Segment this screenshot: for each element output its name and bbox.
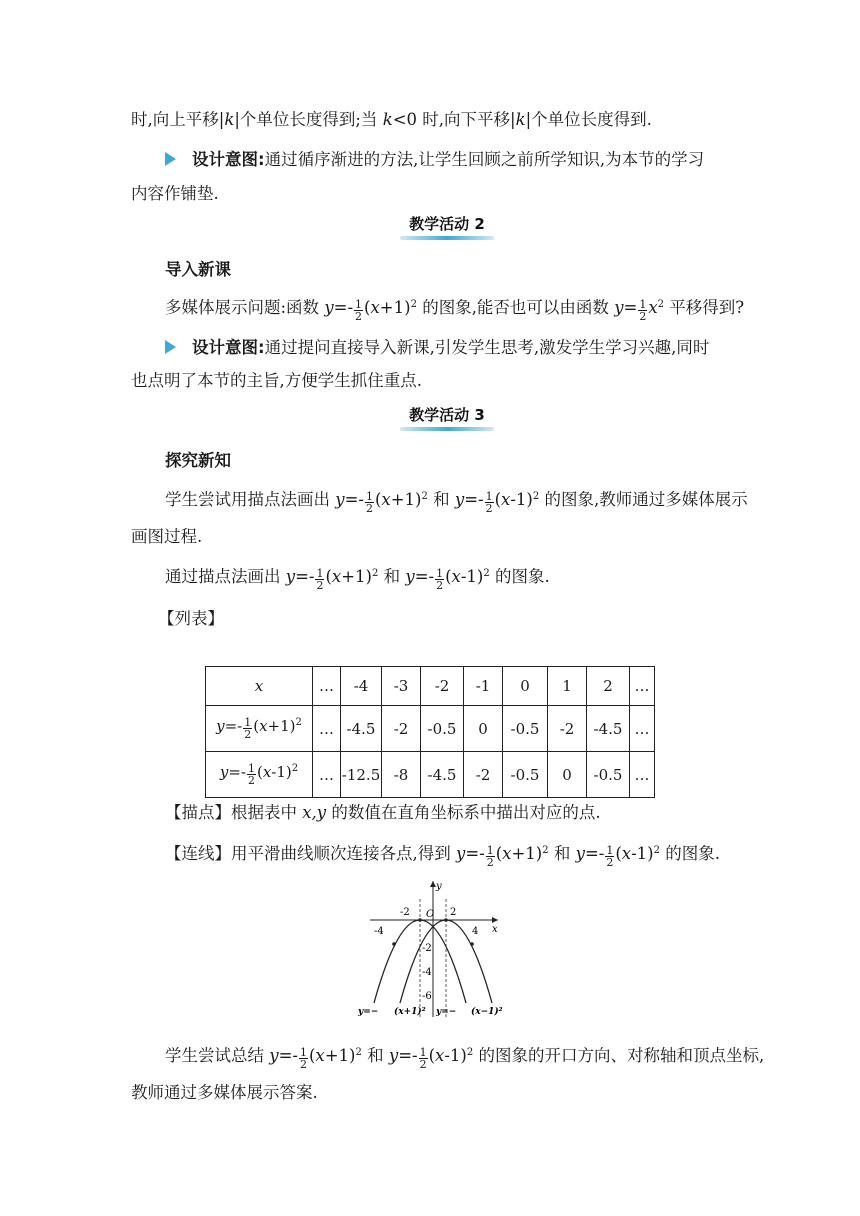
triangle-bullet-icon [165, 152, 176, 166]
table-row: x … -4 -3 -2 -1 0 1 2 … [206, 667, 655, 706]
table-row: y=- $\frac{1}{2}$ $(x+1)^2$ … -4.5 -2 -0.5 0 -0.5 -2 -4.5 … [206, 706, 655, 752]
curve-label-right: y=− [436, 1007, 457, 1017]
plot-point [392, 942, 396, 946]
design-intent-1: 设计意图:通过循序渐进的方法,让学生回顾之前所学知识,为本节的学习 [165, 148, 704, 172]
tick-label: -2 [400, 907, 410, 918]
heading-underline [400, 236, 494, 240]
section-title-import: 导入新课 [165, 260, 231, 279]
summary-paragraph: 学生尝试总结 y=- $\frac{1}{2}$ $(x+1)^2$ 和 y=- $\frac{1}{2}$ $(x-1)^2$ 的图象的开口方向、对称轴和顶点坐标, [165, 1046, 765, 1071]
origin-label: O [426, 909, 435, 920]
explore-paragraph: 学生尝试用描点法画出 y=- $\frac{1}{2}$ $(x+1)^2$ 和 y=- $\frac{1}{2}$ $(x-1)^2$ 的图象,教师通过多媒体展示 [165, 490, 748, 515]
explore-draw: 通过描点法画出 y=- $\frac{1}{2}$ $(x+1)^2$ 和 y=- $\frac{1}{2}$ $(x-1)^2$ 的图象. [165, 567, 550, 592]
summary-paragraph-cont: 教师通过多媒体展示答案. [131, 1083, 318, 1102]
list-label: 【列表】 [158, 609, 224, 628]
plot-point [418, 918, 422, 922]
x-axis-label: x [492, 924, 498, 935]
curve-label-left: y=− [358, 1007, 379, 1017]
section-title-explore: 探究新知 [165, 451, 231, 470]
design-intent-2: 设计意图:通过提问直接导入新课,引发学生思考,激发学生学习兴趣,同时 [165, 336, 709, 360]
design-intent-2-cont: 也点明了本节的主旨,方便学生抓住重点. [131, 371, 422, 390]
explore-paragraph-cont: 画图过程. [131, 527, 203, 546]
paragraph-line-1: 时,向上平移|k|个单位长度得到;当 k<0 时,向下平移|k|个单位长度得到. [131, 110, 652, 129]
plot-points-line: 【描点】根据表中 x,y 的数值在直角坐标系中描出对应的点. [165, 803, 601, 822]
activity-heading-3: 教学活动 3 [400, 403, 494, 429]
curve-label-left-tail: (x+1)² [394, 1007, 426, 1017]
triangle-bullet-icon [165, 340, 176, 354]
row-formula: y=- $\frac{1}{2}$ $(x+1)^2$ [206, 706, 313, 752]
connect-line: 【连线】用平滑曲线顺次连接各点,得到 y=- $\frac{1}{2}$ $(x+1)^2$ 和 y=- $\frac{1}{2}$ $(x-1)^2$ 的图象. [165, 844, 720, 869]
tick-label: 4 [472, 926, 479, 937]
tick-label: -4 [374, 926, 384, 937]
import-question: 多媒体展示问题:函数 y=- $\frac{1}{2}$ $(x+1)^2$ 的图象,能否也可以由函数 y= $\frac{1}{2}$ $x^2$ 平移得到? [165, 298, 745, 323]
parabola-graph [358, 877, 508, 1022]
value-table [205, 666, 655, 798]
activity-heading-2: 教学活动 2 [400, 212, 494, 238]
tick-label: 2 [450, 907, 457, 918]
row-formula: y=- $\frac{1}{2}$ $(x-1)^2$ [206, 752, 313, 798]
table-row: y=- $\frac{1}{2}$ $(x-1)^2$ … -12.5 -8 -4.5 -2 -0.5 0 -0.5 … [206, 752, 655, 798]
tick-label: -2 [422, 943, 432, 954]
plot-point [444, 918, 448, 922]
y-axis-label: y [436, 881, 442, 892]
tick-label: -4 [422, 967, 432, 978]
tick-label: -6 [422, 991, 432, 1002]
fraction: $\frac{1}{2}$ [355, 298, 363, 323]
curve-label-right-tail: (x−1)² [471, 1007, 503, 1017]
heading-underline [400, 427, 494, 431]
x-axis-arrow-icon [492, 917, 498, 923]
design-intent-1-cont: 内容作铺垫. [131, 184, 219, 203]
plot-point [470, 942, 474, 946]
